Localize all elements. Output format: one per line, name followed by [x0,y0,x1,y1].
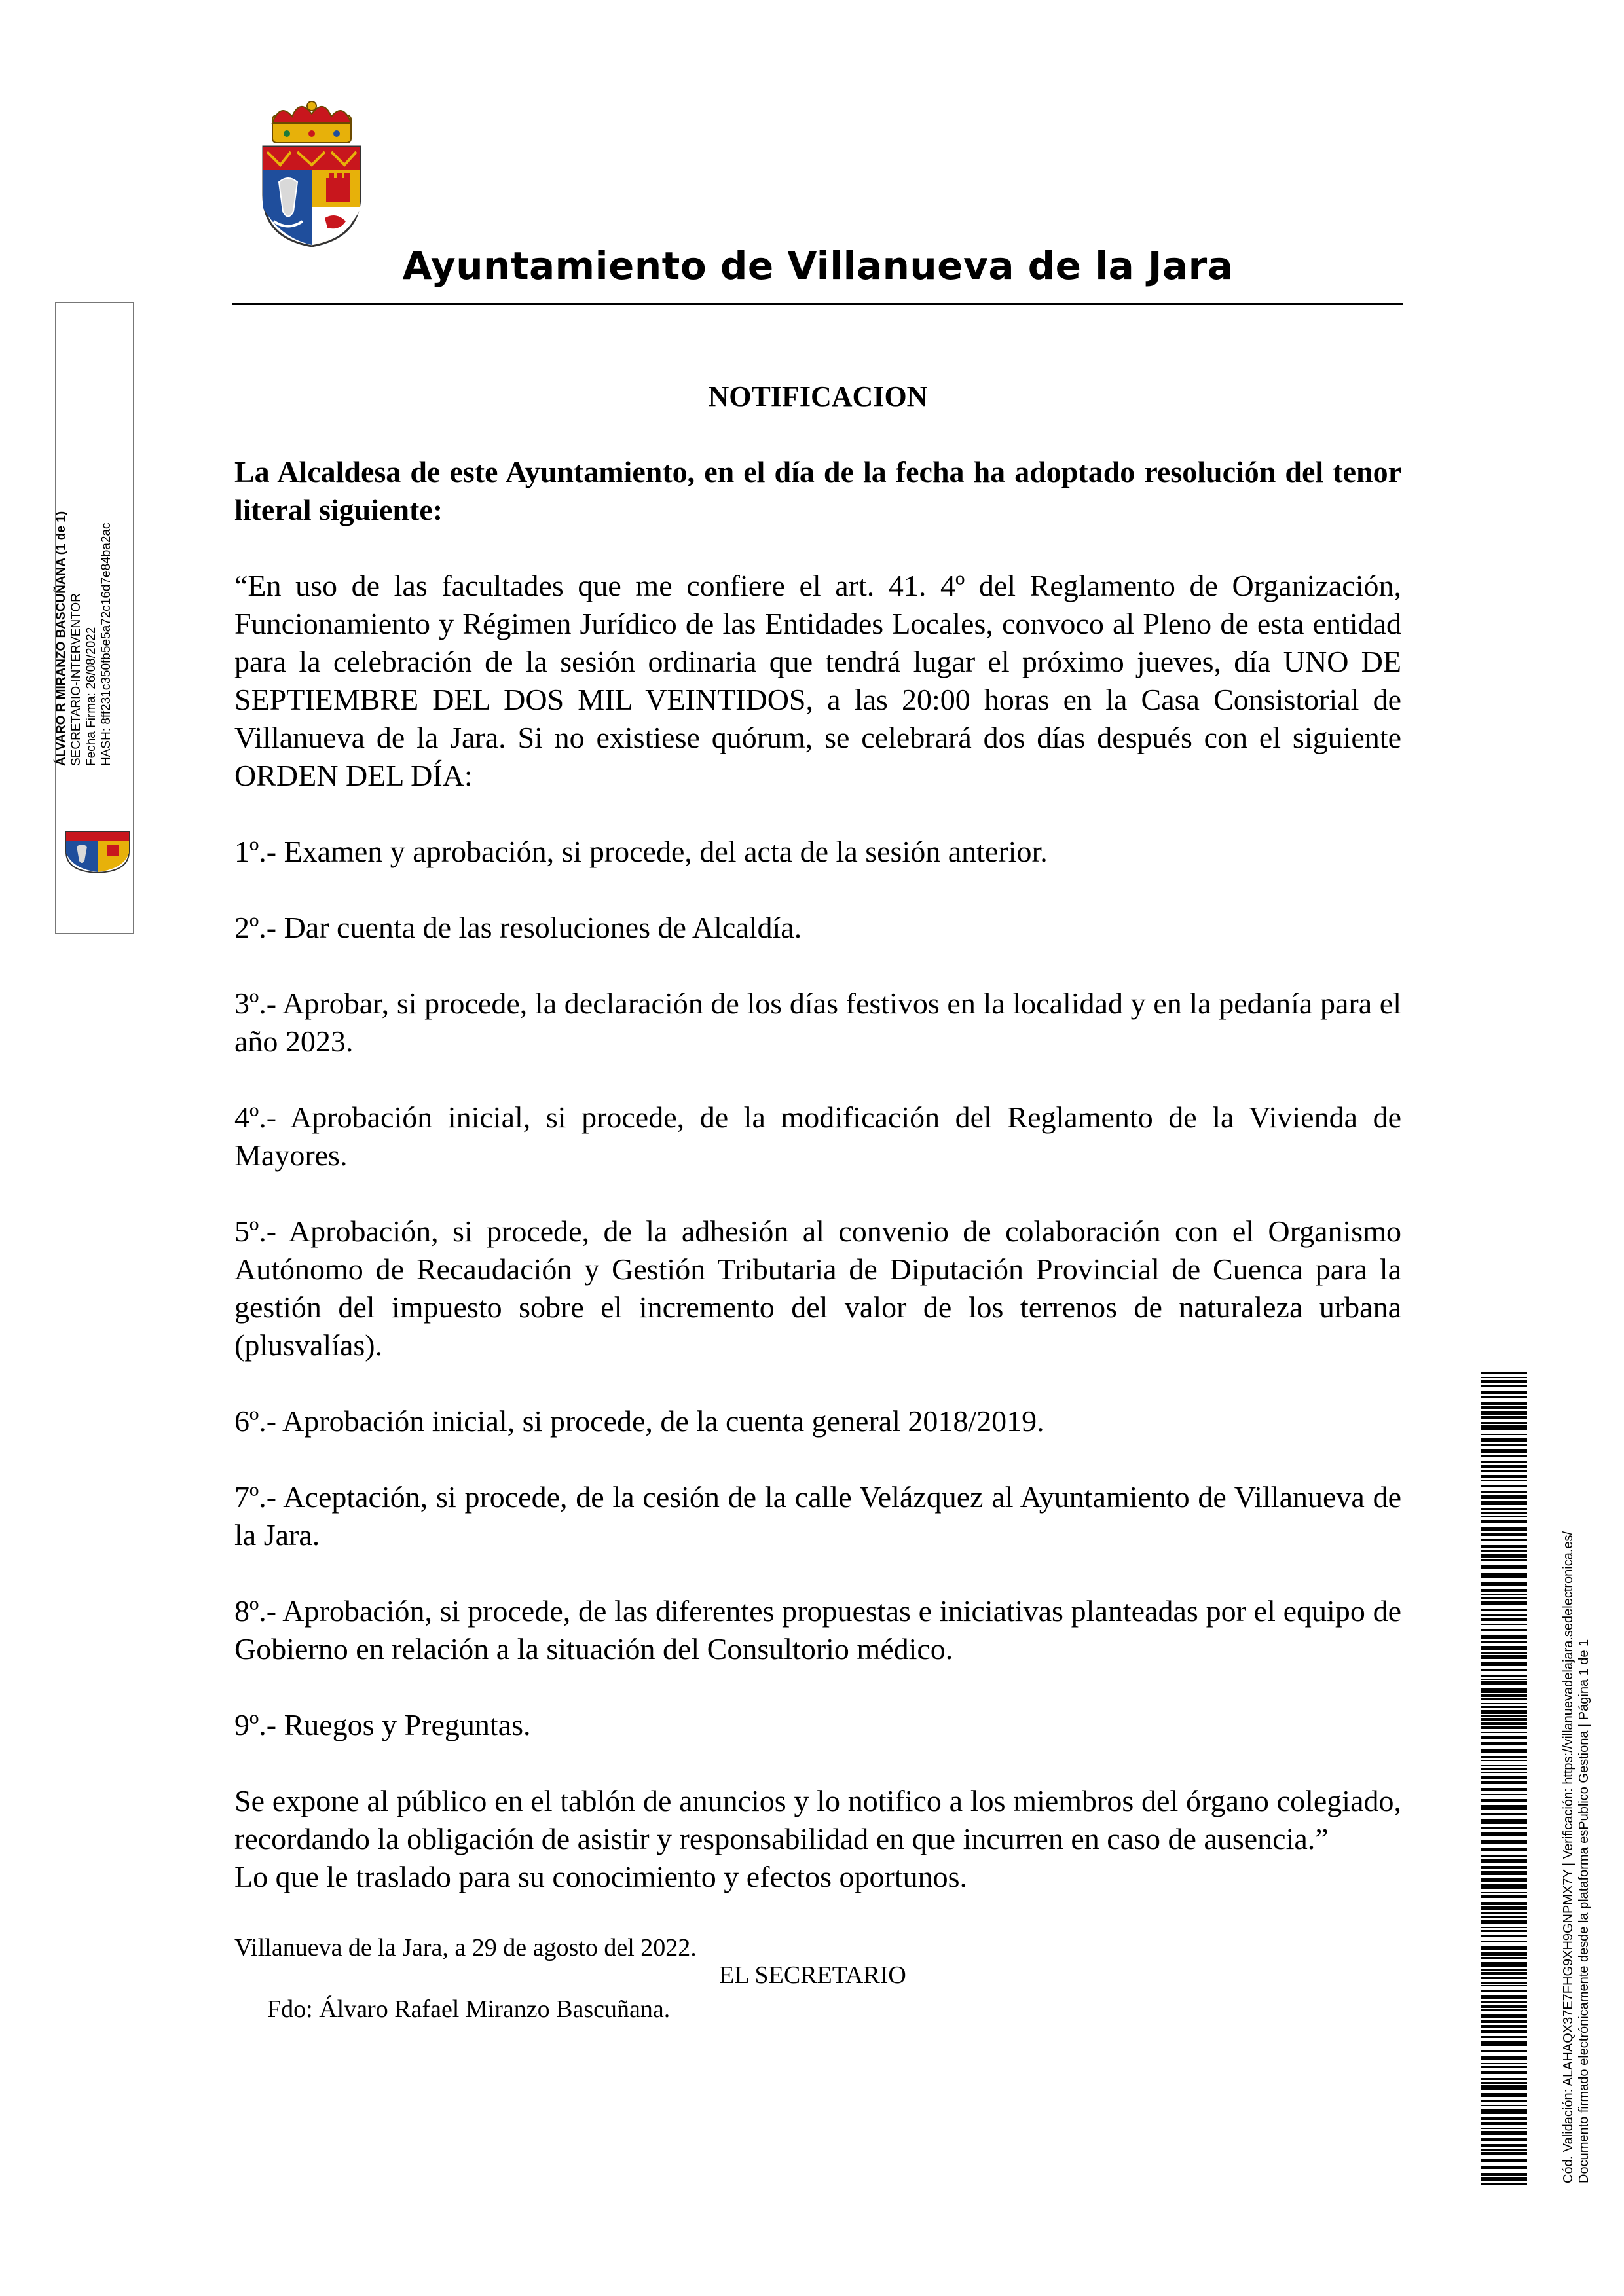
barcode-bar [1481,2020,1527,2023]
barcode-bar [1481,1859,1527,1863]
barcode-bar [1481,1760,1527,1761]
barcode-bar [1481,2009,1527,2011]
verification-info [1560,1352,1592,2183]
barcode-bar [1481,2001,1527,2003]
barcode-bar [1481,1669,1527,1671]
barcode-bar [1481,1438,1527,1442]
barcode-bar [1481,2183,1527,2185]
barcode-bar [1481,1629,1527,1631]
agenda-item: 1º.- Examen y aprobación, si procede, del acta de la sesión anterior. [234,835,1048,868]
signer-name-label: Fdo: Álvaro Rafael Miranzo Bascuñana. [267,1995,671,2023]
barcode-bar [1481,1788,1527,1791]
barcode-bar [1481,2041,1527,2046]
barcode-bar [1481,1508,1527,1510]
barcode-bar [1481,1635,1527,1639]
barcode-bar [1481,1920,1527,1924]
barcode-bar [1481,1756,1527,1758]
barcode-bar [1481,1794,1527,1795]
barcode-bar [1481,2166,1527,2169]
barcode-bar [1481,1516,1527,1517]
barcode-bar [1481,1726,1527,1729]
barcode-bar [1481,1520,1527,1523]
barcode-bar [1481,1681,1527,1685]
barcode-bar [1481,1781,1527,1784]
barcode-bar [1481,1470,1527,1472]
barcode-bar [1481,1380,1527,1383]
barcode-bar [1481,1848,1527,1851]
barcode-bar [1481,1962,1527,1967]
barcode-bar [1481,1866,1527,1869]
agenda-item: 4º.- Aprobación inicial, si procede, de la modificación del Reglamento de la Vivienda de Mayores. [234,1101,1401,1172]
barcode-bar [1481,1710,1527,1714]
barcode-bar [1481,1480,1527,1481]
barcode-bar [1481,1455,1527,1457]
barcode-bar [1481,1703,1527,1704]
barcode-bar [1481,1969,1527,1971]
barcode-bar [1481,2128,1527,2129]
barcode-bar [1481,1565,1527,1569]
barcode-bar [1481,2071,1527,2074]
barcode-bar [1481,2014,1527,2018]
barcode-bar [1481,1646,1527,1650]
barcode-bar [1481,1930,1527,1932]
barcode-bar [1481,1935,1527,1937]
barcode-bar [1481,1434,1527,1435]
verification-platform-line: Documento firmado electrónicamente desde la plataforma esPublico Gestiona | Página 1 de 1 [1577,1639,1591,2183]
barcode-bar [1481,2117,1527,2120]
barcode-bar [1481,1765,1527,1766]
barcode-bar [1481,1972,1527,1975]
barcode-bar [1481,1916,1527,1918]
barcode-bar [1481,1582,1527,1586]
barcode-bar [1481,1372,1527,1374]
barcode-icon [1481,1372,1527,2185]
barcode-bar [1481,1895,1527,1898]
barcode-bar [1481,2109,1527,2114]
barcode-bar [1481,1416,1527,1419]
barcode-bar [1481,1840,1527,1844]
agenda-item: 9º.- Ruegos y Preguntas. [234,1708,531,1741]
barcode-bar [1481,2036,1527,2038]
barcode-bar [1481,1377,1527,1378]
barcode-bar [1481,1422,1527,1424]
barcode-bar [1481,1385,1527,1387]
barcode-bar [1481,1742,1527,1745]
barcode-bar [1481,1554,1527,1558]
barcode-bar [1481,1957,1527,1959]
agenda-item: 2º.- Dar cuenta de las resoluciones de Alcaldía. [234,911,802,944]
barcode-bar [1481,1675,1527,1677]
barcode-bar [1481,2082,1527,2084]
barcode-bar [1481,1977,1527,1979]
barcode-bar [1481,1985,1527,1986]
small-coat-of-arms-icon [64,828,132,874]
barcode-bar [1481,1832,1527,1836]
barcode-bar [1481,2025,1527,2028]
town-title: Ayuntamiento de Villanueva de la Jara [402,244,1234,288]
barcode-bar [1481,1533,1527,1536]
barcode-bar [1481,1927,1527,1928]
barcode-bar [1481,2030,1527,2033]
closing-paragraph: Se expone al público en el tablón de anuncios y lo notifico a los miembros del órgano colegiado, recordando la obligación de asistir y responsabilidad en que incurren en caso de ausencia.” [234,1784,1401,1855]
barcode-bar [1481,1982,1527,1984]
barcode-bar [1481,1501,1527,1505]
barcode-bar [1481,1772,1527,1773]
barcode-bar [1481,1776,1527,1779]
signer-name: ÁLVARO R MIRANZO BASCUÑANA (1 de 1) [54,511,68,766]
barcode-bar [1481,2177,1527,2181]
barcode-bar [1481,2085,1527,2090]
barcode-bar [1481,1652,1527,1654]
barcode-bar [1481,2050,1527,2052]
barcode-bar [1481,1892,1527,1893]
barcode-bar [1481,1550,1527,1552]
barcode-bar [1481,1609,1527,1611]
barcode-bar [1481,1425,1527,1430]
barcode-bar [1481,1391,1527,1394]
barcode-bar [1481,1539,1527,1541]
barcode-bar [1481,2063,1527,2064]
barcode-bar [1481,1768,1527,1770]
barcode-bar [1481,1402,1527,1405]
agenda-item: 6º.- Aprobación inicial, si procede, de la cuenta general 2018/2019. [234,1404,1044,1438]
barcode-bar [1481,1995,1527,1999]
document-body [234,453,1401,2026]
signer-role-label: EL SECRETARIO [719,1961,906,1989]
barcode-bar [1481,1813,1527,1815]
agenda-item: 8º.- Aprobación, si procede, de las diferentes propuestas e iniciativas planteadas por el equipo de Gobierno en relación a la situación del Consultorio médico. [234,1594,1401,1666]
barcode-bar [1481,1475,1527,1478]
barcode-bar [1481,2100,1527,2102]
opening-paragraph: “En uso de las facultades que me confiere el art. 41. 4º del Reglamento de Organización, Funcionamiento y Régimen Jurídico de las Entidades Locales, convoco al Pleno de esta entidad para la celebración de la sesión ordinaria que tendrá lugar el próximo jueves, día UNO DE SEPTIEMBRE DEL DOS MIL VEINTIDOS, a las 20:00 horas en la Casa Consistorial de Villanueva de la Jara. Si no existiese quórum, se celebrará dos días después con el siguiente ORDEN DEL DÍA: [234,569,1401,792]
place-date: Villanueva de la Jara, a 29 de agosto del 2022. [234,1934,697,1961]
barcode-bar [1481,1912,1527,1914]
barcode-bar [1481,2093,1527,2097]
barcode-bar [1481,1736,1527,1739]
barcode-bar [1481,1694,1527,1697]
barcode-bar [1481,1732,1527,1733]
barcode-bar [1481,1527,1527,1531]
barcode-bar [1481,1662,1527,1666]
barcode-bar [1481,1990,1527,1992]
barcode-bar [1481,1559,1527,1561]
barcode-bar [1481,1589,1527,1592]
barcode-bar [1481,1449,1527,1453]
verification-code-line: Cód. Validación: ALAHAQX37E7FHG9XH9GNPMX7Y | Verificación: https://villanuevadelajara.sedelectronica.es/ [1561,1531,1576,2183]
barcode-bar [1481,2149,1527,2151]
title-divider [232,303,1403,305]
barcode-bar [1481,1614,1527,1616]
barcode-bar [1481,2056,1527,2060]
barcode-bar [1481,1512,1527,1514]
barcode-bar [1481,1715,1527,1717]
barcode-bar [1481,1902,1527,1905]
barcode-bar [1481,1688,1527,1693]
barcode-bar [1481,1827,1527,1829]
barcode-bar [1481,2005,1527,2008]
barcode-bar [1481,1698,1527,1700]
barcode-bar [1481,2131,1527,2135]
barcode-bar [1481,2078,1527,2080]
barcode-bar [1481,1618,1527,1621]
barcode-bar [1481,1465,1527,1468]
barcode-bar [1481,1545,1527,1548]
barcode-bar [1481,1597,1527,1599]
barcode-bar [1481,1624,1527,1625]
barcode-bar [1481,1819,1527,1824]
barcode-bar [1481,1641,1527,1643]
agenda-item: 3º.- Aprobar, si procede, la declaración de los días festivos en la localidad y en la pedanía para el año 2023. [234,987,1401,1058]
barcode-bar [1481,1718,1527,1721]
barcode-bar [1481,1952,1527,1956]
barcode-bar [1481,1406,1527,1409]
barcode-bar [1481,1941,1527,1942]
barcode-bar [1481,1495,1527,1499]
barcode-bar [1481,2152,1527,2155]
barcode-bar [1481,1805,1527,1810]
coat-of-arms-icon [254,97,369,247]
intro-paragraph: La Alcaldesa de este Ayuntamiento, en el día de la fecha ha adoptado resolución del tenor literal siguiente: [234,455,1401,526]
barcode-bar [1481,2066,1527,2068]
signature-hash: HASH: 8ff231c350fb5e5a72c16d7e84ba2ac [100,522,113,766]
barcode-bar [1481,1749,1527,1753]
barcode-bar [1481,1706,1527,1708]
barcode-bar [1481,1679,1527,1680]
signature-block [234,1931,1401,2026]
barcode-bar [1481,1722,1527,1725]
transfer-line: Lo que le traslado para su conocimiento y efectos oportunos. [234,1860,968,1893]
barcode-bar [1481,1946,1527,1950]
notification-heading: NOTIFICACION [708,380,928,412]
barcode-bar [1481,1855,1527,1857]
barcode-bar [1481,1461,1527,1463]
agenda-item: 5º.- Aprobación, si procede, de la adhesión al convenio de colaboración con el Organismo Autónomo de Recaudación y Gestión Tributaria de Diputación Provincial de Cuenca para la gestión del impuesto sobre el incremento del valor de los terrenos de naturaleza urbana (plusvalías). [234,1214,1401,1362]
barcode-bar [1481,2138,1527,2141]
barcode-bar [1481,1601,1527,1605]
barcode-bar [1481,1884,1527,1889]
barcode-bar [1481,1799,1527,1802]
barcode-bar [1481,1871,1527,1875]
barcode-bar [1481,2173,1527,2176]
barcode-bar [1481,1396,1527,1398]
signature-info [54,471,114,766]
barcode-bar [1481,2144,1527,2147]
barcode-bar [1481,1411,1527,1415]
barcode-bar [1481,1573,1527,1578]
barcode-bar [1481,1906,1527,1910]
barcode-bar [1481,2122,1527,2125]
barcode-bar [1481,1655,1527,1659]
signer-role: SECRETARIO-INTERVENTOR [69,593,83,766]
barcode-bar [1481,2159,1527,2162]
barcode-bar [1481,1444,1527,1446]
barcode-bar [1481,1485,1527,1487]
barcode-bar [1481,2105,1527,2106]
signature-date: Fecha Firma: 26/08/2022 [84,627,98,766]
barcode-bar [1481,1491,1527,1493]
barcode-bar [1481,1878,1527,1882]
barcode-bar [1481,1594,1527,1595]
agenda-item: 7º.- Aceptación, si procede, de la cesión de la calle Velázquez al Ayuntamiento de Villanueva de la Jara. [234,1480,1401,1552]
